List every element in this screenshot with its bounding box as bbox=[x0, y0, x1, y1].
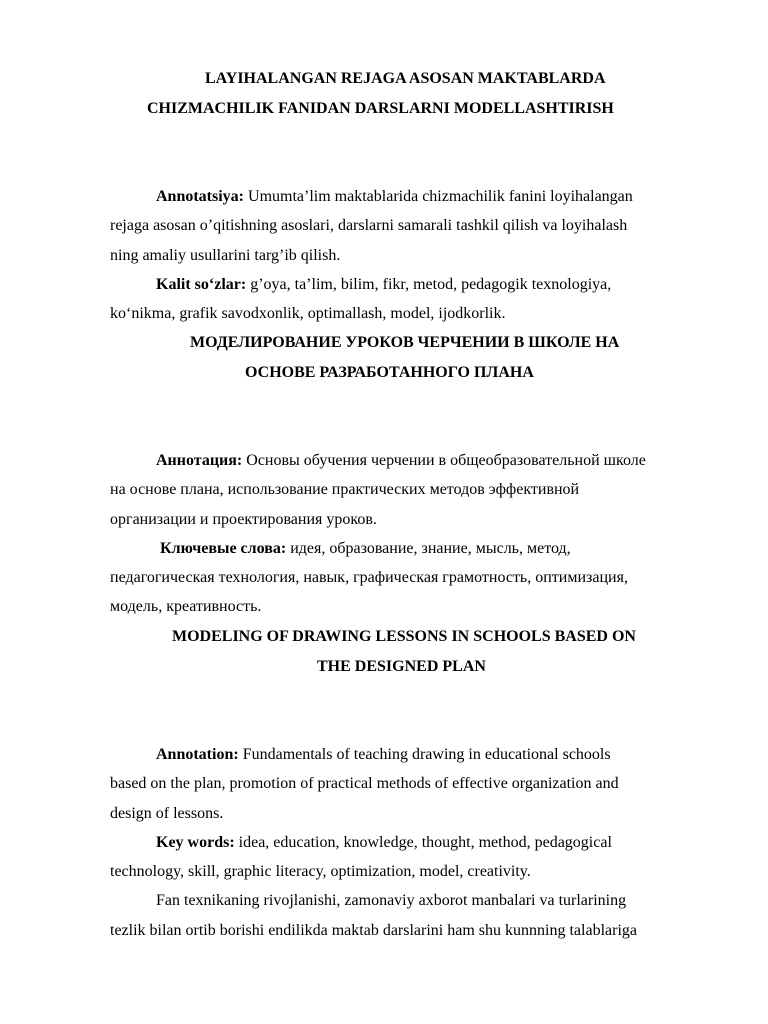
ru-keywords-text: идея, образование, знание, мысль, метод, bbox=[286, 539, 571, 557]
uz-title-line2: CHIZMACHILIK FANIDAN DARSLARNI MODELLASHTIRISH bbox=[147, 100, 614, 117]
uz-annotation-text: Umumta’lim maktablarida chizmachilik fanini loyihalangan bbox=[244, 188, 633, 205]
en-annotation-text: Fundamentals of teaching drawing in educational schools bbox=[238, 746, 611, 763]
uz-annotation bbox=[110, 182, 716, 328]
uz-keywords-line bbox=[110, 270, 716, 299]
ru-keywords-line: модель, креативность. bbox=[110, 598, 262, 616]
uz-annotation-line: ning amaliy usullarini targ’ib qilish. bbox=[110, 246, 341, 264]
uz-annotation-line bbox=[110, 182, 716, 211]
ru-annotation-line: организации и проектирования уроков. bbox=[110, 510, 377, 528]
uz-annotation-line: rejaga asosan o’qitishning asoslari, darslarni samarali tashkil qilish va loyihalash bbox=[110, 217, 628, 235]
en-title-line2: THE DESIGNED PLAN bbox=[317, 658, 486, 675]
uz-keywords-text: g’oya, ta’lim, bilim, fikr, metod, pedagogik texnologiya, bbox=[246, 275, 612, 293]
en-keywords-text: idea, education, knowledge, thought, method, pedagogical bbox=[234, 833, 612, 851]
ru-title-line2: ОСНОВЕ РАЗРАБОТАННОГО ПЛАНА bbox=[245, 364, 534, 381]
ru-annotation-line bbox=[110, 446, 716, 475]
body-text-line: Fan texnikaning rivojlanishi, zamonaviy axborot manbalari va turlarining bbox=[156, 892, 627, 910]
uz-title-line1: LAYIHALANGAN REJAGA ASOSAN MAKTABLARDA bbox=[205, 70, 606, 87]
en-annotation-line bbox=[110, 740, 716, 769]
ru-title-line1: МОДЕЛИРОВАНИЕ УРОКОВ ЧЕРЧЕНИИ В ШКОЛЕ НА bbox=[190, 334, 620, 351]
en-annotation-line: based on the plan, promotion of practical methods of effective organization and bbox=[110, 775, 619, 793]
uz-keywords-line: ko‘nikma, grafik savodxonlik, optimallash, model, ijodkorlik. bbox=[110, 305, 506, 323]
body-text-line: tezlik bilan ortib borishi endilikda maktab darslarini ham shu kunnning talablariga bbox=[110, 921, 637, 939]
en-keywords-line: technology, skill, graphic literacy, optimization, model, creativity. bbox=[110, 863, 531, 881]
ru-annotation-label: Аннотация: bbox=[156, 452, 243, 469]
uz-keywords-label: Kalit so‘zlar: bbox=[156, 275, 247, 293]
en-keywords-label: Key words: bbox=[156, 833, 235, 851]
ru-keywords-line: педагогическая технология, навык, графическая грамотность, оптимизация, bbox=[110, 569, 628, 587]
ru-keywords-line bbox=[110, 534, 716, 563]
ru-annotation-text: Основы обучения черчении в общеобразовательной школе bbox=[242, 452, 646, 469]
en-keywords-line bbox=[110, 828, 716, 857]
en-annotation-label: Annotation: bbox=[156, 746, 239, 763]
ru-annotation-line: на основе плана, использование практических методов эффективной bbox=[110, 481, 580, 499]
ru-annotation bbox=[110, 446, 716, 622]
uz-annotation-label: Annotatsiya: bbox=[156, 188, 245, 205]
en-annotation-line: design of lessons. bbox=[110, 804, 224, 822]
ru-keywords-label: Ключевые слова: bbox=[160, 539, 287, 557]
en-title-line1: MODELING OF DRAWING LESSONS IN SCHOOLS BASED ON bbox=[172, 628, 636, 645]
en-annotation bbox=[110, 740, 716, 945]
